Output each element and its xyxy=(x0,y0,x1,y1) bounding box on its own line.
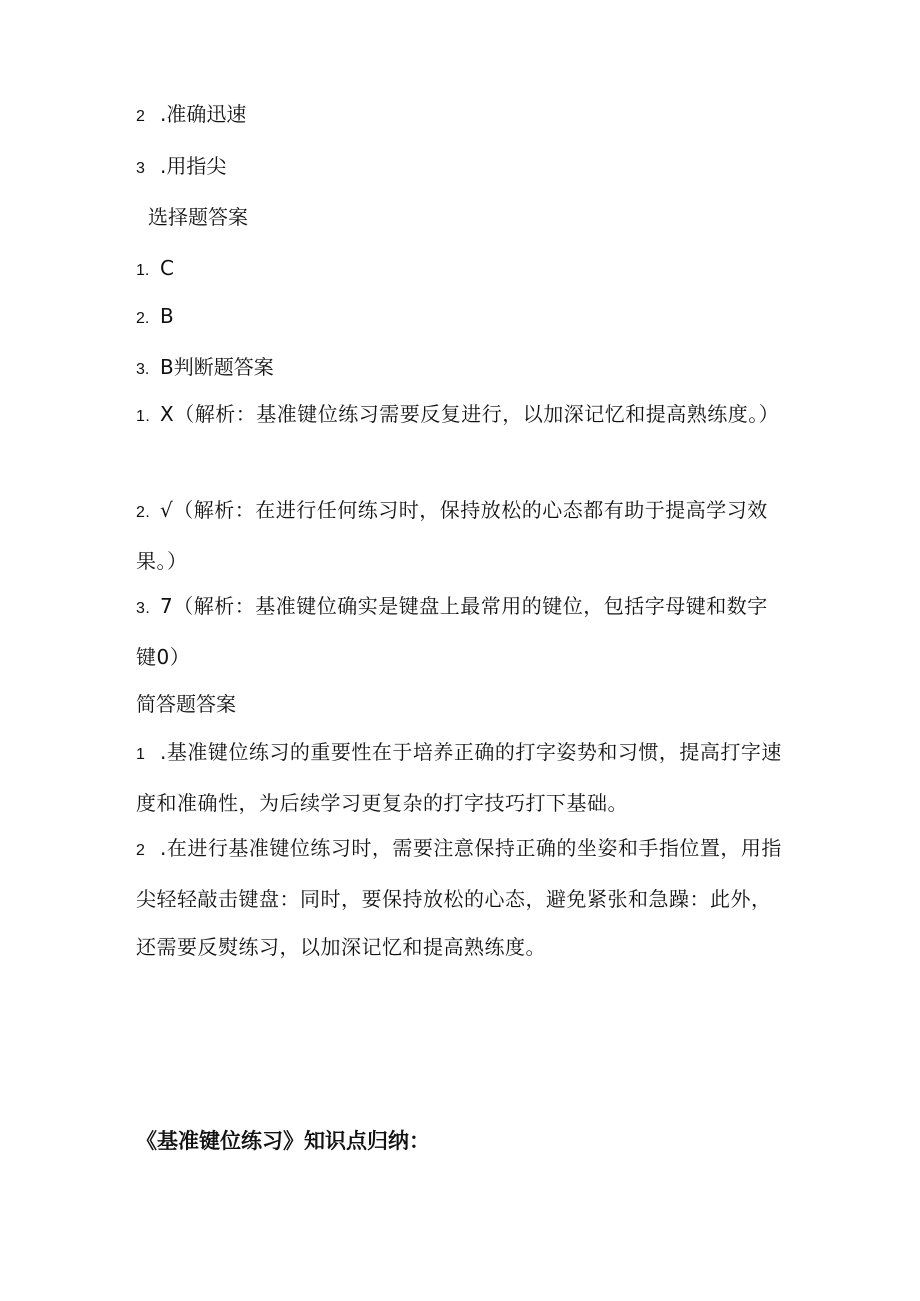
judge-answer-3 xyxy=(136,582,786,681)
short-answer-1 xyxy=(136,728,786,827)
answer-number: 3 xyxy=(136,160,145,177)
answer-text: X（解析：基准键位练习需要反复进行，以加深记忆和提高熟练度。） xyxy=(160,402,780,426)
answer-number: 1. xyxy=(136,262,150,279)
choice-answer-2 xyxy=(136,304,174,331)
answer-number: 2 xyxy=(136,108,145,125)
answer-text: B判断题答案 xyxy=(160,355,274,379)
choice-answer-1 xyxy=(136,256,174,283)
answer-number: 3. xyxy=(136,600,151,617)
answer-number: 2. xyxy=(136,504,151,521)
judge-answer-1 xyxy=(136,390,786,441)
knowledge-points-title: 《基准键位练习》知识点归纳： xyxy=(136,1129,430,1153)
judge-answer-2 xyxy=(136,486,786,585)
answer-text: .用指尖 xyxy=(160,154,227,178)
answer-text: 7（解析：基准键位确实是键盘上最常用的键位，包括字母键和数字键0） xyxy=(136,594,768,669)
answer-number: 2. xyxy=(136,310,150,327)
answer-number: 2 xyxy=(136,842,146,859)
answer-text: .准确迅速 xyxy=(160,102,247,126)
short-answer-section-heading: 简答题答案 xyxy=(136,692,236,716)
fill-answer-2 xyxy=(136,102,246,129)
choice-section-heading: 选择题答案 xyxy=(148,205,248,229)
answer-text: .基准键位练习的重要性在于培养正确的打字姿势和习惯，提高打字速度和准确性，为后续学习更复杂的打字技巧打下基础。 xyxy=(136,740,782,815)
choice-answer-3 xyxy=(136,355,274,382)
answer-number: 1 xyxy=(136,746,146,763)
answer-text: B xyxy=(160,304,174,328)
answer-text: .在进行基准键位练习时，需要注意保持正确的坐姿和手指位置，用指尖轻轻敲击键盘：同时，要保持放松的心态，避免紧张和急躁：此外，还需要反熨练习，以加深记忆和提高熟练度。 xyxy=(136,836,782,959)
answer-number: 1. xyxy=(136,408,151,425)
fill-answer-3 xyxy=(136,154,226,181)
answer-text: √（解析：在进行任何练习时，保持放松的心态都有助于提高学习效果。） xyxy=(136,498,768,573)
short-answer-2 xyxy=(136,824,786,971)
answer-number: 3. xyxy=(136,361,150,378)
answer-text: C xyxy=(160,256,174,280)
